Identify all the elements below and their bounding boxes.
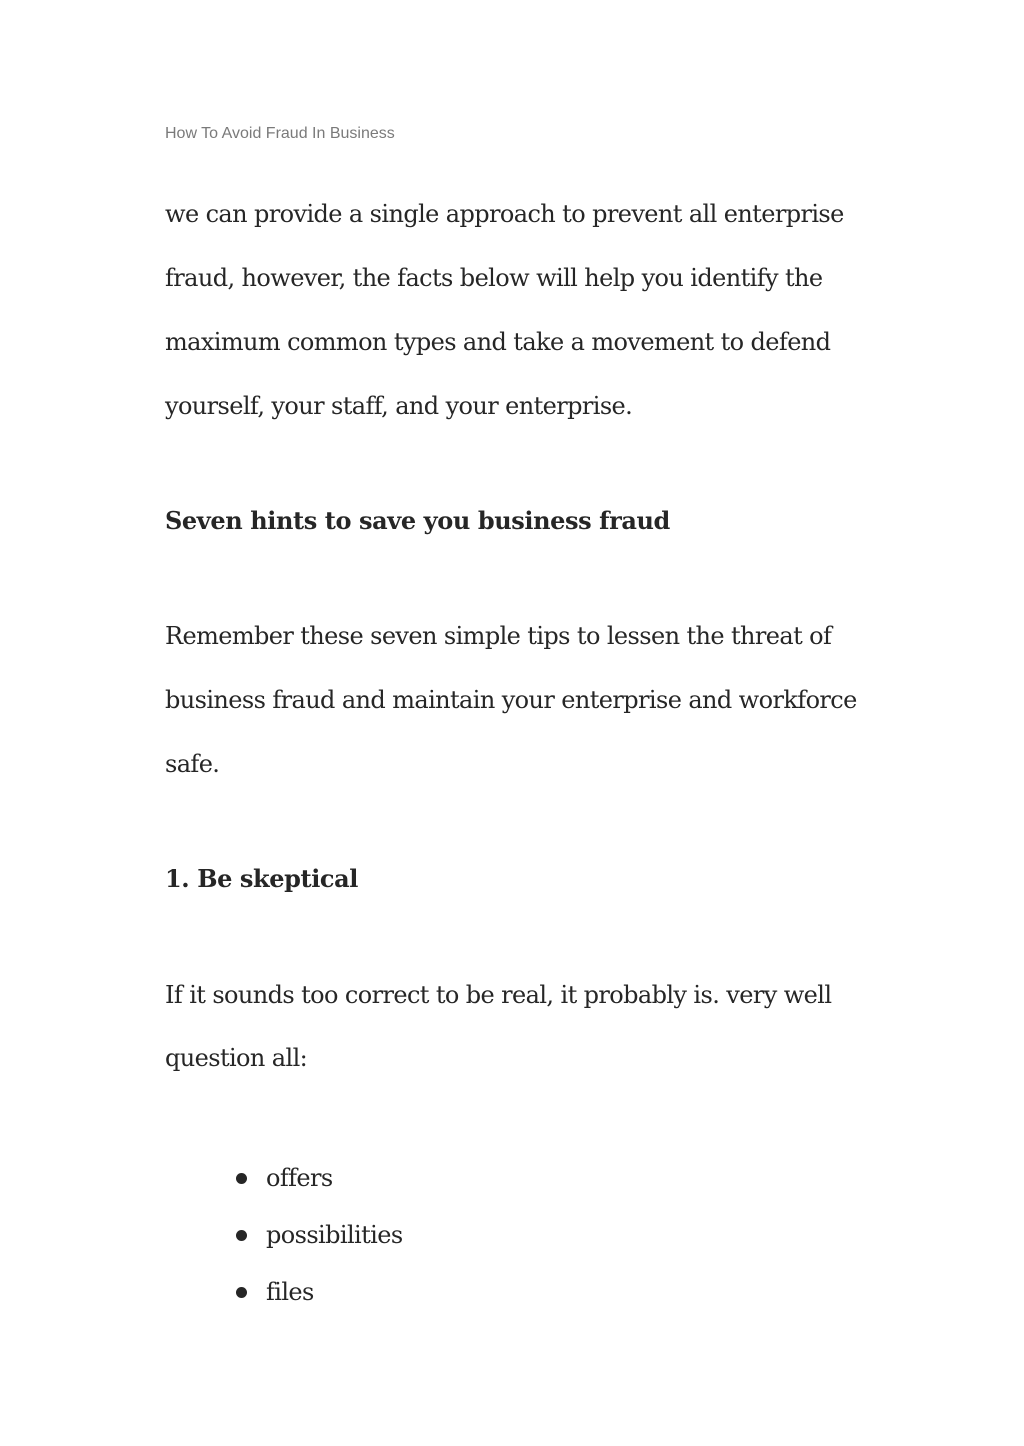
tip-1-line-1: If it sounds too correct to be real, it probably is. very well: [165, 981, 832, 1009]
tip-1-heading: 1. Be skeptical: [165, 864, 358, 893]
bullet-icon: [236, 1230, 247, 1241]
intro-line-3: maximum common types and take a movement to defend: [165, 328, 831, 356]
intro-line-1: we can provide a single approach to prevent all enterprise: [165, 200, 844, 228]
tips-intro-line-2: business fraud and maintain your enterprise and workforce: [165, 686, 857, 714]
intro-line-2: fraud, however, the facts below will help you identify the: [165, 264, 823, 292]
bullet-icon: [236, 1173, 247, 1184]
section-heading: Seven hints to save you business fraud: [165, 506, 670, 535]
list-item: [236, 1163, 333, 1193]
list-item-text: possibilities: [266, 1221, 403, 1249]
intro-line-4: yourself, your staff, and your enterprise.: [165, 392, 633, 420]
list-item: [236, 1220, 403, 1250]
tip-1-line-2: question all:: [165, 1044, 308, 1072]
bullet-icon: [236, 1287, 247, 1298]
list-item-text: files: [266, 1278, 314, 1306]
tips-intro-line-1: Remember these seven simple tips to lessen the threat of: [165, 622, 832, 650]
running-header: How To Avoid Fraud In Business: [165, 125, 395, 142]
list-item-text: offers: [266, 1164, 333, 1192]
tips-intro-line-3: safe.: [165, 750, 220, 778]
list-item: [236, 1277, 314, 1307]
